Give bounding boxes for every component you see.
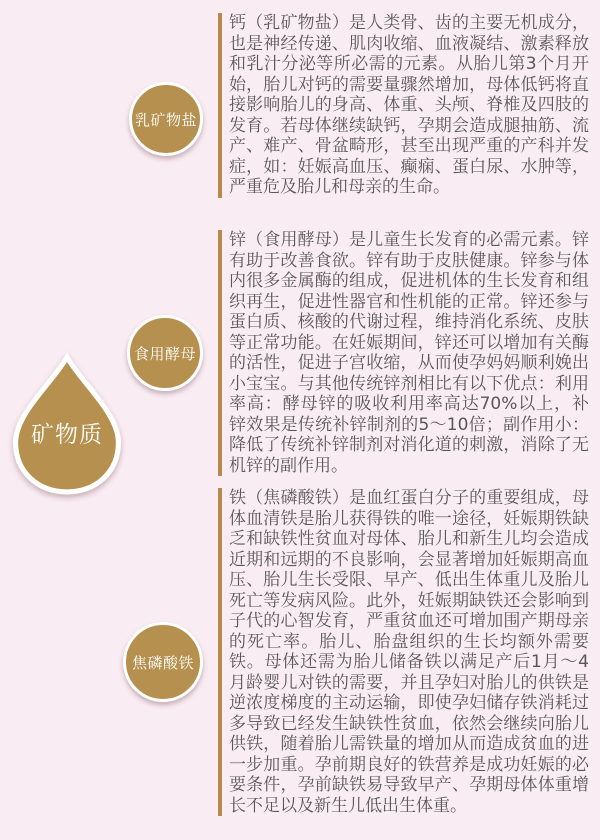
section-paragraph: 铁（焦磷酸铁）是血红蛋白分子的重要组成，母体血清铁是胎儿获得铁的唯一途径，妊娠期铁缺乏和缺铁性贫血对母体、胎儿和新生儿均会造成近期和远期的不良影响，会显著增加妊娠期高血压、胎儿生长受限、早产、低出生体重儿及胎儿死亡等发病风险。此外，妊娠期缺铁还会影响到子代的心智发育，严重贫血还可增加围产期母亲的死亡率。胎儿、胎盘组织的生长均额外需要铁。母体还需为胎儿储备铁以满足产后1月～4月龄婴儿对铁的需要，并且孕妇对胎儿的供铁是逆浓度梯度的主动运输，即使孕妇储存铁消耗过多导致已经发生缺铁性贫血，依然会继续向胎儿供铁，随着胎儿需铁量的增加从而造成贫血的进一步加重。孕前期良好的铁营养是成功妊娠的必要条件，孕前缺铁易导致早产、孕期母体体重增长不足以及新生儿低出生体重。 bbox=[229, 488, 589, 816]
section-paragraph: 锌（食用酵母）是儿童生长发育的必需元素。锌有助于改善食欲。锌有助于皮肤健康。锌参与体内很多金属酶的组成，促进机体的生长发育和组织再生，促进性器官和性机能的正常。锌还参与蛋白质、核酸的代谢过程，维持消化系统、皮肤等正常功能。在妊娠期间，锌还可以增加有关酶的活性，促进子宫收缩，从而使孕妈妈顺利娩出小宝宝。与其他传统锌剂相比有以下优点：利用率高：酵母锌的吸收利用率高达70%以上，补锌效果是传统补锌制剂的5～10倍；副作用小：降低了传统补锌制剂对消化道的刺激，消除了无机锌的副作用。 bbox=[229, 230, 589, 476]
section-zinc bbox=[218, 230, 589, 476]
section-paragraph: 钙（乳矿物盐）是人类骨、齿的主要无机成分，也是神经传递、肌肉收缩、血液凝结、激素释放和乳汁分泌等所必需的元素。从胎儿第3个月开始，胎儿对钙的需要量骤然增加，母体低钙将直接影响胎儿的身高、体重、头颅、脊椎及四肢的发育。若母体继续缺钙，孕期会造成腿抽筋、流产、难产、骨盆畸形，甚至出现严重的产科并发症，如：妊娠高血压、癫痫、蛋白尿、水肿等，严重危及胎儿和母亲的生命。 bbox=[229, 13, 589, 197]
badge-label: 焦磷酸铁 bbox=[131, 653, 194, 672]
section-calcium bbox=[218, 13, 589, 198]
badge-ferric-pyrophosphate bbox=[123, 622, 203, 702]
badge-label: 食用酵母 bbox=[133, 344, 196, 363]
section-iron bbox=[218, 488, 589, 816]
badge-milk-mineral-salt bbox=[129, 82, 203, 156]
mineral-drop-shape bbox=[6, 352, 128, 496]
mineral-drop-label: 矿物质 bbox=[31, 422, 103, 448]
badge-label: 乳矿物盐 bbox=[134, 110, 197, 129]
badge-edible-yeast bbox=[127, 315, 203, 391]
